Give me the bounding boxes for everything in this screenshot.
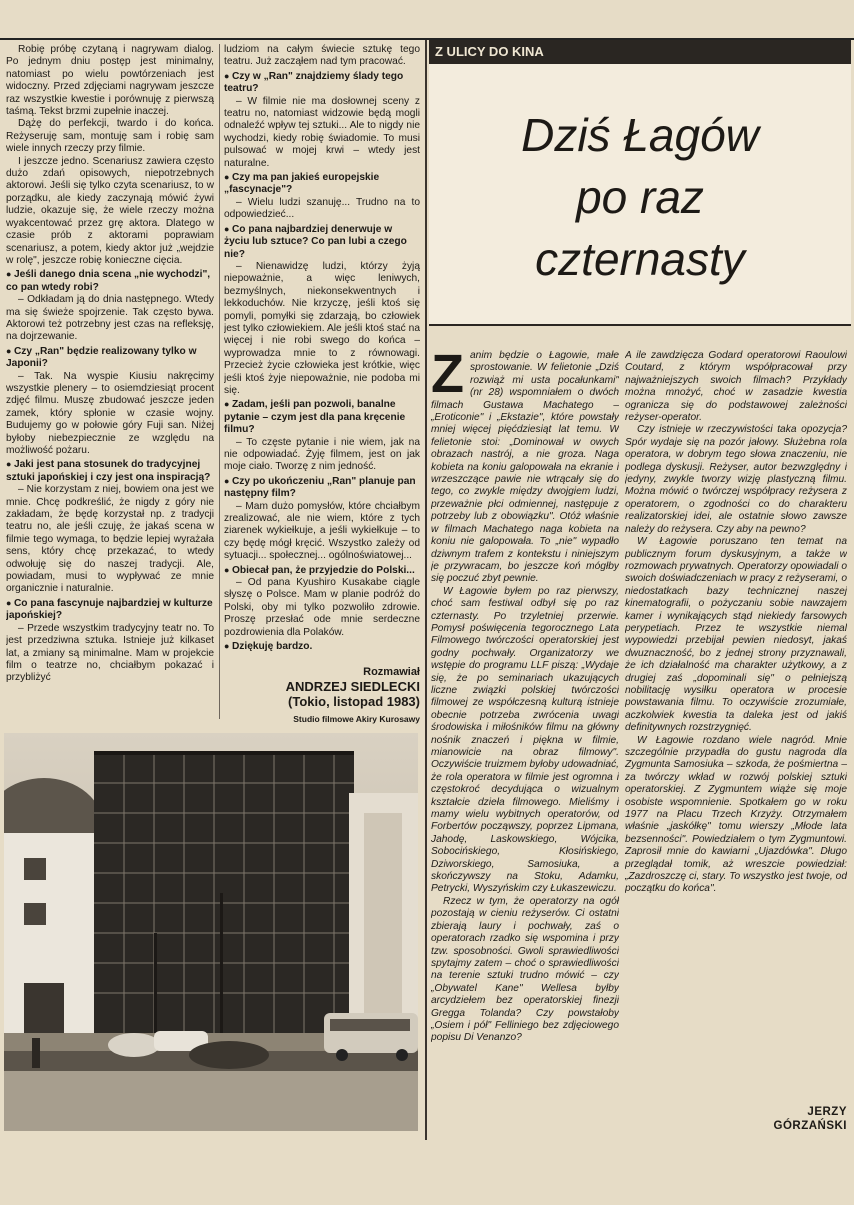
paragraph: Robię próbę czytaną i nagrywam dialog. Po jednym dniu postęp jest minimalny, natomiast po wielu powtórzeniach jest widoczny. Przed zdjęciami nagrywam jeszcze raz wszystkie kwestie i porównuję z pierwszą taśmą. Tekst brzmi zupełnie inaczej. [6, 44, 214, 118]
paragraph: Zanim będzie o Łagowie, małe sprostowanie. W felietonie „Dziś rozwiąż mi usta pocałunkami" (nr 28) wspomniałem o dwóch filmach Gustawa Machatego – „Eroticonie" i „Ekstazie", które powstały mniej więcej pięćdziesiąt lat temu. W felietonie stoi: „Dominował w owych obrazach nastrój, a nie groza. Naga kobieta na koniu galopowała na ekranie i wrzeszczące pawie nie wtrącały się do tego, co zwykle między dwojgiem ludzi, przeważnie płci odmiennej, następuje z potrzeby lub z obowiązku". Otóż właśnie w filmach Machatego naga kobieta na koniu nie galopowała. To „nie" wypadło dziwnym trafem z kontekstu i niniejszym je przywracam, bo jeszcze koń mógłby się poczuć zbyt pewnie. [431, 350, 619, 585]
paragraph: – Nienawidzę ludzi, którzy żyją niepoważnie, a więc leniwych, bezmyślnych, niekonsekwentnych i lekkoduchów. Nie krzyczę, jeśli ktoś się pomyli, pomyłki się zdarzają, bo człowiek jest tylko człowiekiem. Ale jeśli ktoś stać na więcej i nie robi swego do końca – wyprowadza mnie to z równowagi. Przecież życie człowieka jest krótkie, więc jeśli ktoś żyje niepoważnie, nie podoba mi się. [224, 260, 420, 396]
headline-box [429, 64, 851, 326]
interview-question: ● Czy „Ran" będzie realizowany tylko w Japonii? [6, 345, 214, 371]
paragraph: – Wielu ludzi szanuję... Trudno na to odpowiedzieć... [224, 196, 420, 221]
paragraph: – To częste pytanie i nie wiem, jak na nie odpowiadać. Żyję filmem, jest on jak moje ciało. Tworzę z nim jedność. [224, 436, 420, 473]
interview-question: ● Czy w „Ran" znajdziemy ślady tego teatru? [224, 70, 420, 96]
paragraph: Czy istnieje w rzeczywistości taka opozycja? Spór wydaje się na pozór jałowy. Służebna rola operatora, w dobrym tego słowa znaczeniu, nie podlega dyskusji. Reżyser, autor bezwzględny i jedyny, zwykle tworzy wizję plastyczną filmu. Można mówić o twórczej współpracy reżysera z operatorem, o zgodności co do charakteru realizatorskiej idei, ale ostatnie słowo zawsze należy do reżysera. Czy aby na pewno? [625, 424, 847, 535]
article-column-2 [625, 350, 847, 1090]
interview-question: ● Co pana najbardziej denerwuje w życiu lub sztuce? Co pan lubi a czego nie? [224, 223, 420, 261]
paragraph: A ile zawdzięcza Godard operatorowi Raoulowi Coutard, z którym współpracował przy najważniejszych swoich filmach? Przykłady można mnożyć, choć w zasadzie kwestia ogranicza się do podstawowej zależności reżyser-operator. [625, 350, 847, 424]
interview-place-date: (Tokio, listopad 1983) [288, 694, 420, 709]
interview-column-1 [6, 44, 214, 720]
headline-line: Dziś Łagów [521, 109, 759, 161]
paragraph: – Nie korzystam z niej, bowiem ona jest we mnie. Chcę podkreślić, że nigdy z góry nie zakładam, że będę korzystał np. z tradycji teatru no, ale jeśli czuję, że jakaś scena w filmie tego wymaga, to będzie lepiej wyrażała sens, który chcę przekazać, to wtedy odwołuję się do naszej tradycji. Ale, powiadam, musi to wypływać ze mnie organicznie i naturalnie. [6, 484, 214, 595]
article-author [625, 1105, 847, 1133]
article-column-1 [431, 350, 619, 1140]
interview-question: ● Dziękuję bardzo. [224, 640, 420, 653]
paragraph: – Przede wszystkim tradycyjny teatr no. To jest przedziwna sztuka. Istnieje już kilkaset lat, a zmiany są minimalne. Mam w projekcie film o teatrze no, chciałbym pokazać i przybliżyć [6, 622, 214, 684]
headline-line: po raz [576, 171, 704, 223]
paragraph: W Łagowie byłem po raz pierwszy, choć sam festiwal odbył się po raz czternasty. Po trzyletniej przerwie. Pomysł poświęcenia tegorocznego Lata Filmowego twórczości operatorskiej jest godny pochwały. Organizatorzy we wstępie do programu LLF piszą: „Wydaje się, że po seminariach ukazujących liczne związki polskiej twórczości filmowej ze współczesną kulturą istnieje obecnie potrzeba zwrócenia uwagi środowiska i miłośników filmu na główny nośnik znaczeń i piękna w filmie, mianowicie na obraz filmowy". Oczywiście truizmem byłoby udowadniać, że rola operatora w filmie jest ogromna i częstokroć decydująca o wizualnym kształcie dzieła filmowego. Mieliśmy i mamy wielu wybitnych operatorów, od Forbertów począwszy, poprzez Lipmana, Jahodę, Laskowskiego, Wójcika, Sobocińskiego, Kłosińskiego, Dziworskiego, Samosiuka, a skończywszy na Stoku, Adamku, Petrycki, Wyszyńskim czy Łukaszewiczu. [431, 585, 619, 895]
paragraph: Dążę do perfekcji, twardo i do końca. Reżyseruję sam, montuję sam i robię sam wiele innych rzeczy przy filmie. [6, 118, 214, 155]
author-first-name: JERZY [807, 1106, 847, 1118]
interview-column-2 [224, 44, 420, 704]
interview-signoff [224, 666, 420, 725]
section-divider [425, 40, 427, 1140]
drop-cap: Z [431, 350, 464, 404]
paragraph: Rzecz w tym, że operatorzy na ogół pozostają w cieniu reżyserów. Ci ostatni zbierają laury i pochwały, zaś o operatorach rzadko się wspomina i przy tzw. sposobności. Gwoli sprawiedliwości spytajmy zatem – choć o sprawiedliwości na terenie sztuki trudno mówić – czy „Obywatel Kane" Wellesa byłby arcydziełem bez operatorskiej finezji Gregga Tolanda? Czy powstałoby „Osiem i pół" Felliniego bez zdjęciowego popisu Di Venanzo? [431, 895, 619, 1044]
interview-question: ● Jeśli danego dnia scena „nie wychodzi", co pan wtedy robi? [6, 268, 214, 294]
interview-question: ● Jaki jest pana stosunek do tradycyjnej sztuki japońskiej i czy jest ona inspiracją? [6, 458, 214, 484]
paragraph: – Tak. Na wyspie Kiusiu nakręcimy wszystkie plenery – to osiemdziesiąt procent zdjęć filmu. Muszę zbudować jeszcze jeden zamek, który spłonie w czasie wojny. Budujemy go w połowie góry Fuji san. Niżej byłoby niebezpiecznie ze względu na możliwość pożaru. [6, 370, 214, 456]
paragraph: W Łagowie rozdano wiele nagród. Mnie szczególnie przypadła do gustu nagroda dla Zygmunta Samosiuka – szkoda, że pośmiertna – za twórczy wkład w rozwój polskiej sztuki operatorskiej. Z Zygmuntem wiąże się moje osobiste wspomnienie. Spotkałem go w roku 1977 na Placu Trzech Krzyży. Otrzymałem właśnie „jaskółkę" tomu wierszy „Młode lata bezsenności". Powiedziałem o tym Zygmuntowi. Zaprosił mnie do kawiarni „Ujazdówka". Długo przeglądał tomik, aż wreszcie powiedział: „Zazdroszczę ci, stary. To wszystko jest twoje, od początku do końca". [625, 734, 847, 895]
interview-question: ● Obiecał pan, że przyjedzie do Polski... [224, 564, 420, 577]
interviewer-name: ANDRZEJ SIEDLECKI [285, 679, 420, 694]
studio-building-photo [4, 733, 418, 1131]
paragraph: ludziom na całym świecie sztukę tego teatru. Już zacząłem nad tym pracować. [224, 44, 420, 68]
headline [429, 104, 851, 290]
headline-line: czternasty [535, 233, 745, 285]
signoff-label: Rozmawiał [363, 666, 420, 678]
paragraph: W Łagowie poruszano ten temat na publicznym forum dyskusyjnym, a także w rozmowach prywatnych. Operatorzy opowiadali o swoich doświadczeniach w pracy z reżyserami, o niedostatkach bazy technicznej naszej kinematografii, o pożyczaniu sobie nawzajem kamer i wynikających stąd niekiedy farsowych perypetiach. Przez te wszystkie niemal wypowiedzi przebijał pewien niedosyt, jakaś dwuznaczność, bo z jednej strony przyznawali, że ich działalność ma charakter użytkowy, a z drugiej zaś „dopominali się" o pełniejszą nobilitację wysiłku operatora w procesie powstawania filmu. To oczywiście zrozumiałe, aczkolwiek kwestia ta daleka jest od jakiś definitywnych rozstrzygnięć. [625, 536, 847, 734]
paragraph: – Od pana Kyushiro Kusakabe ciągle słyszę o Polsce. Mam w planie podróż do Polski, oby mi tylko pozwoliło zdrowie. Proszę przesłać ode mnie serdeczne pozdrowienia dla Polaków. [224, 577, 420, 638]
author-last-name: GÓRZAŃSKI [773, 1120, 847, 1132]
photo-caption: Studio filmowe Akiry Kurosawy [293, 714, 420, 724]
column-divider [219, 44, 220, 719]
paragraph: – Odkładam ją do dnia następnego. Wtedy ma się świeże spojrzenie. Tak często bywa. Aktorowi też potrzebny jest czas na refleksję, na dojrzewanie. [6, 294, 214, 343]
interview-question: ● Czy ma pan jakieś europejskie „fascynacje"? [224, 171, 420, 197]
interview-question: ● Zadam, jeśli pan pozwoli, banalne pytanie – czym jest dla pana kręcenie filmu? [224, 398, 420, 436]
paragraph: – Mam dużo pomysłów, które chciałbym zrealizować, ale nie wiem, które z tych ziarenek wykiełkuje, a jeśli wykiełkuje – to czy będę mógł kręcić. Wszystko zależy od sytuacji... społecznej... ogólnoświatowej... [224, 500, 420, 562]
interview-question: ● Czy po ukończeniu „Ran" planuje pan następny film? [224, 475, 420, 501]
paragraph: – W filmie nie ma dosłownej sceny z teatru no, natomiast widzowie będą mogli odnaleźć wpływ tej sztuki... Ale to nigdy nie wychodzi, kiedy robię świadomie. To musi pulsować w mojej krwi – wtedy jest naturalne. [224, 95, 420, 169]
paragraph: I jeszcze jedno. Scenariusz zawiera często dużo zdań opisowych, niepotrzebnych aktorowi. Jeśli się tylko czyta scenariusz, to w porządku, ale kiedy zaczynają mówić żywi ludzie, okazuje się, że wiele rzeczy można wyakcentować przez grę aktora. Dlatego w czasie prób z aktorami poprawiam scenariusz, a potem, kiedy aktor już „wejdzie w rolę", jeszcze robię konieczne cięcia. [6, 155, 214, 266]
interview-question: ● Co pana fascynuje najbardziej w kulturze japońskiej? [6, 597, 214, 623]
section-label: Z ULICY DO KINA [429, 40, 851, 64]
